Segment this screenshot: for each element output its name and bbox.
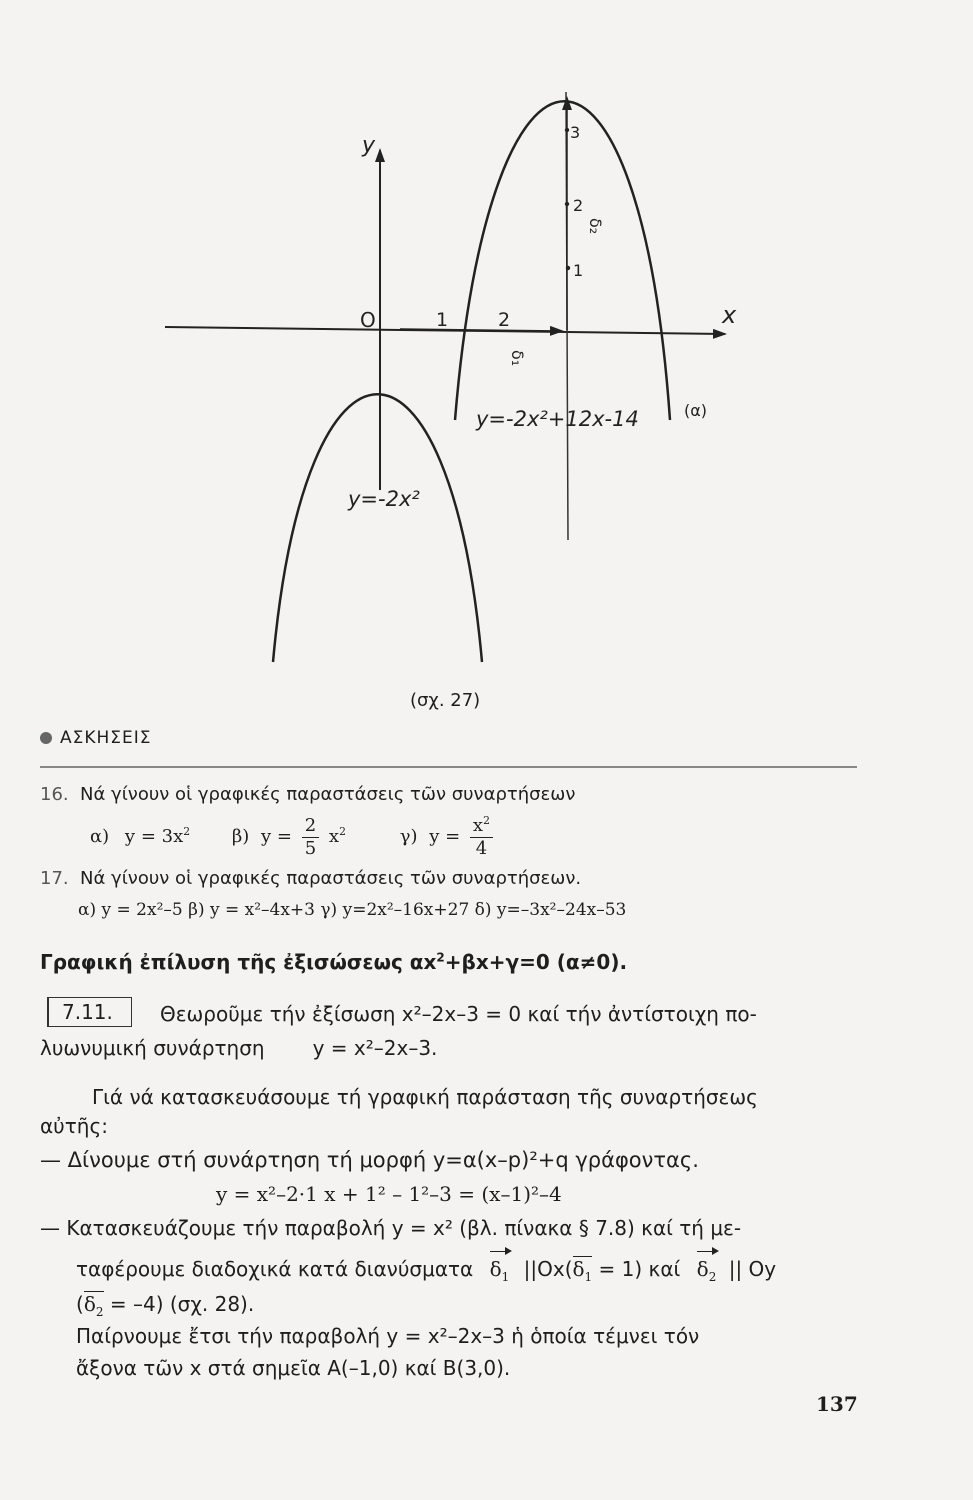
vector-delta-2-inline: $\delta_2$ — [696, 1257, 717, 1284]
x-axis-label: x — [722, 301, 737, 329]
paragraph-5-line-3: $(\delta_2 = -4)$ (σχ. 28). — [76, 1292, 255, 1319]
formula-line: y = x²–2·1 x + 1² – 1²–3 = (x–1)²–4 — [216, 1182, 562, 1206]
exercise-16-text: Νά γίνουν οἱ γραφικές παραστάσεις τῶν συναρτήσεων — [80, 784, 576, 805]
delta-2-label: δ₂ — [586, 218, 605, 235]
parabola-1 — [273, 394, 482, 662]
paragraph-6-line-1: Παίρνουμε ἔτσι τήν παραβολή y = x²–2x–3 ἡ ὁποία τέμνει τόν — [76, 1324, 700, 1348]
paragraph-1-line-1: Θεωροῦμε τήν ἐξίσωση x²–2x–3 = 0 καί τήν ἀντίστοιχη πο- — [160, 1002, 757, 1026]
y-tick-dot-3 — [565, 128, 569, 132]
fraction-x2-4: $\frac{x^2}{4}$ — [470, 817, 493, 858]
paragraph-2-line-1: Γιά νά κατασκευάσουμε τή γραφική παράσταση τῆς συναρτήσεως — [92, 1085, 758, 1109]
fraction-2-5: $\frac{2}{5}$ — [302, 817, 319, 858]
exercises-heading: ΑΣΚΗΣΕΙΣ — [40, 728, 152, 748]
heading-rule — [40, 766, 857, 768]
y-tick-3: 3 — [570, 123, 581, 142]
origin-label: O — [360, 308, 376, 332]
paragraph-1-line-2: λυωνυμική συνάρτηση y = x²–2x–3. — [40, 1036, 438, 1060]
figure-caption: (σχ. 27) — [410, 690, 481, 711]
curve-2-label: y=-2x²+12x-14 — [476, 407, 639, 431]
exercise-16 — [40, 784, 575, 805]
bullet-icon — [40, 732, 52, 744]
y-tick-1: 1 — [573, 261, 584, 280]
vector-delta-1-inline: $\delta_1$ — [489, 1257, 510, 1284]
paragraph-5-line-2: ταφέρουμε διαδοχικά κατά διανύσματα $\delta_1$ $||Ox(\delta_1 = 1)$ καί $\delta_2$ || Oy — [76, 1257, 777, 1284]
figure-27 — [0, 0, 973, 720]
y-axis-label: y — [362, 133, 376, 158]
curve-1-label: y=-2x² — [348, 487, 420, 511]
y-tick-dot-1 — [566, 266, 570, 270]
exercise-17 — [40, 868, 581, 889]
y-tick-dot-2 — [565, 202, 569, 206]
exercise-17-text: Νά γίνουν οἱ γραφικές παραστάσεις τῶν συναρτήσεων. — [80, 868, 582, 889]
section-number: 7.11. — [62, 1000, 113, 1024]
curve-2-tag: (α) — [684, 401, 708, 420]
section-title: Γραφική ἐπίλυση τῆς ἐξισώσεως $\alpha x^2+\beta x+\gamma=0$ (α≠0). — [40, 950, 628, 974]
exercise-16-parts: α) $y = 3x^2$ β) y = $\frac{2}{5}$ $x^2$ γ) y = $\frac{x^2}{4}$ — [90, 812, 497, 862]
exercise-17-parts: α) y = 2x²–5 β) y = x²–4x+3 γ) y=2x²–16x+27 δ) y=–3x²–24x–53 — [78, 900, 627, 920]
y-tick-2: 2 — [573, 196, 584, 215]
delta-1-label: δ₁ — [508, 350, 527, 367]
parabola-2 — [455, 101, 670, 420]
exercise-17-number: 17. — [40, 868, 69, 889]
x-tick-2: 2 — [498, 309, 511, 331]
exercise-16-number: 16. — [40, 784, 69, 805]
paragraph-2-line-2: αὐτῆς: — [40, 1114, 108, 1138]
paragraph-6-line-2: ἄξονα τῶν x στά σημεῖα Α(–1,0) καί Β(3,0). — [76, 1356, 511, 1380]
paragraph-3: — Δίνουμε στή συνάρτηση τή μορφή y=α(x–p)²+q γράφοντας. — [40, 1148, 699, 1172]
x-tick-1: 1 — [436, 309, 449, 331]
paragraph-5-line-1: — Κατασκευάζουμε τήν παραβολή y = x² (βλ. πίνακα § 7.8) καί τή με- — [40, 1216, 742, 1240]
page-number: 137 — [816, 1392, 858, 1416]
